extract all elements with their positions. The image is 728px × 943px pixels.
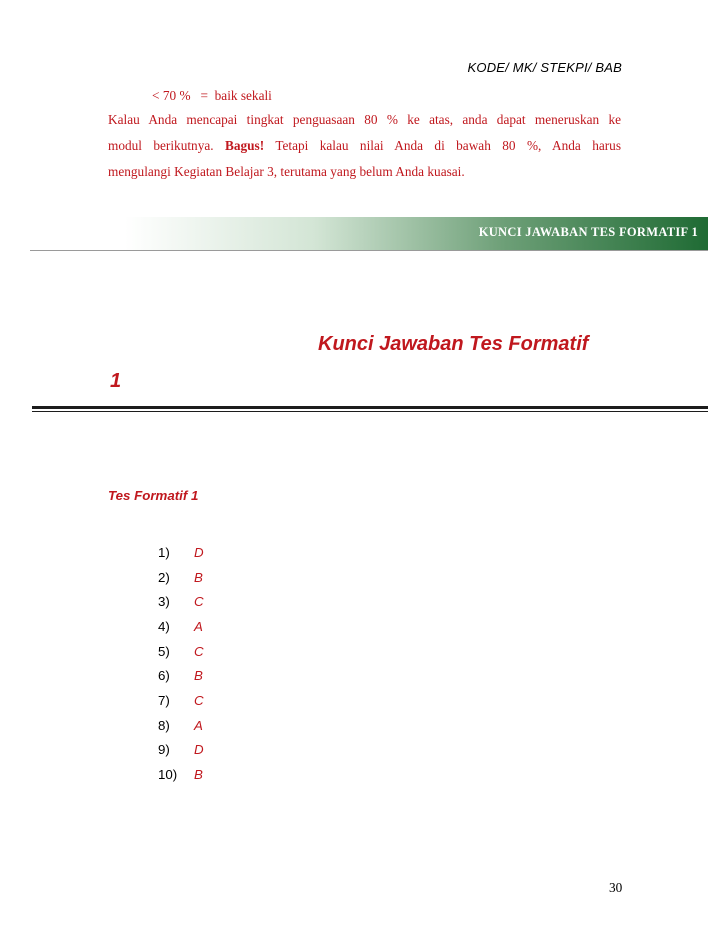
answer-item [158,540,204,565]
answer-number: 1) [158,544,170,560]
instruction-text: modul berikutnya. [108,138,214,153]
answer-key: A [194,717,203,733]
header-code: KODE/ MK/ STEKPI/ BAB [467,60,622,75]
answer-number: 3) [158,594,170,610]
section-title: Kunci Jawaban Tes Formatif [318,333,589,355]
answer-key: B [194,767,203,783]
answer-number: 6) [158,668,170,684]
instruction-line-2 [108,138,621,154]
answer-item [158,639,204,664]
title-divider-thick [32,406,708,409]
answer-number: 5) [158,643,170,659]
answer-number: 4) [158,618,170,634]
instruction-line-3: mengulangi Kegiatan Belajar 3, terutama yang belum Anda kuasai. [108,164,465,179]
answer-key: C [194,594,204,610]
instruction-text: Tetapi kalau nilai Anda di bawah 80 %, Anda harus [275,138,622,153]
banner-label: KUNCI JAWABAN TES FORMATIF 1 [478,225,698,239]
answer-item [158,614,204,639]
answer-key: A [194,618,203,634]
score-criteria: < 70 % = baik sekali [152,88,272,103]
title-divider-thin [32,411,708,412]
section-title-number: 1 [110,370,122,392]
answer-key: D [194,544,204,560]
instruction-line-1: Kalau Anda mencapai tingkat penguasaan 80 % ke atas, anda dapat meneruskan ke [108,112,621,127]
answer-key: C [194,692,204,708]
answer-item [158,738,204,763]
answer-item [158,762,204,787]
answer-item [158,565,204,590]
answer-number: 10) [158,767,178,783]
answer-number: 8) [158,717,170,733]
answer-key: B [194,569,203,585]
answer-key-list [158,540,204,787]
answer-number: 7) [158,692,170,708]
answer-item [158,688,204,713]
answer-key: D [194,742,204,758]
answer-key: C [194,643,204,659]
answer-number: 9) [158,742,170,758]
bagus-emphasis: Bagus! [224,138,265,153]
answer-number: 2) [158,569,170,585]
answer-key: B [194,668,203,684]
page-number: 30 [609,880,623,895]
answer-item [158,589,204,614]
test-subtitle: Tes Formatif 1 [108,488,199,503]
banner-divider [30,250,708,251]
answer-item [158,713,204,738]
answer-item [158,663,204,688]
